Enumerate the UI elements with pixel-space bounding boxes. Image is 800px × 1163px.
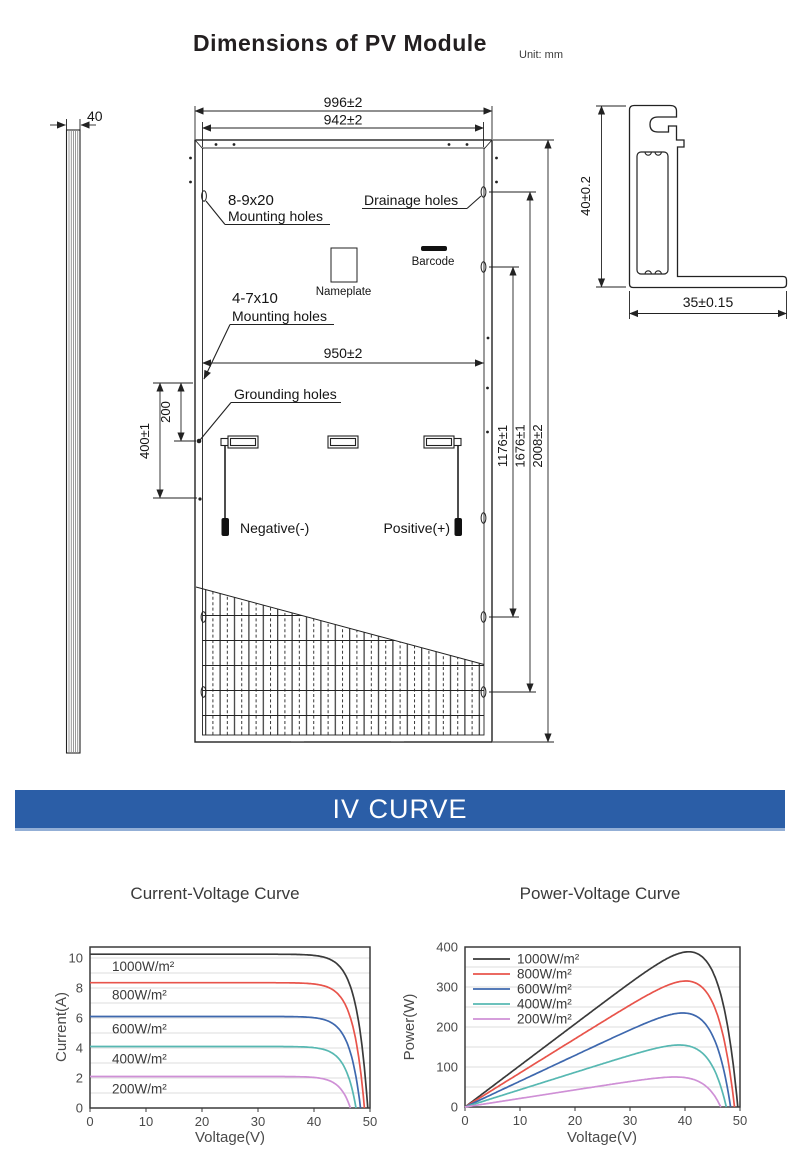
- pv-chart: [400, 935, 765, 1155]
- iv-ylabel: Current(A): [53, 991, 70, 1063]
- y-tick-label: 400: [436, 939, 458, 955]
- series-label: 600W/m²: [112, 1021, 167, 1037]
- dim-side-thickness: [50, 108, 103, 131]
- dim-frame-width: [630, 291, 787, 319]
- series-curve: [465, 1045, 726, 1107]
- unit-label: Unit: mm: [519, 49, 563, 61]
- y-tick-label: 0: [450, 1099, 458, 1115]
- series-label: 400W/m²: [112, 1051, 167, 1067]
- svg-text:Drainage holes: Drainage holes: [364, 192, 459, 208]
- dim-942: [203, 112, 484, 148]
- x-tick-label: 20: [567, 1113, 583, 1128]
- pv-chart-title: Power-Voltage Curve: [519, 884, 681, 903]
- series-label: 800W/m²: [112, 987, 167, 1003]
- y-tick-label: 100: [436, 1059, 458, 1075]
- svg-text:Nameplate: Nameplate: [315, 286, 372, 298]
- iv-plot-area: [69, 947, 378, 1129]
- y-tick-label: 8: [75, 980, 83, 996]
- svg-text:1176±1: 1176±1: [495, 424, 510, 468]
- legend-label: 600W/m²: [517, 981, 572, 997]
- series-curve: [465, 1077, 721, 1107]
- x-tick-label: 30: [622, 1113, 638, 1128]
- svg-text:400±1: 400±1: [137, 422, 152, 460]
- svg-text:1676±1: 1676±1: [512, 424, 528, 468]
- callout-grounding: [200, 386, 341, 440]
- cells-grid: [196, 586, 484, 741]
- callout-mounting-top: [206, 192, 330, 225]
- legend-label: 200W/m²: [517, 1011, 572, 1027]
- svg-text:Barcode: Barcode: [411, 256, 455, 268]
- y-tick-label: 10: [68, 950, 83, 966]
- series-label: 1000W/m²: [112, 959, 175, 975]
- y-tick-label: 4: [75, 1040, 83, 1056]
- svg-text:Mounting holes: Mounting holes: [232, 308, 327, 324]
- series-label: 200W/m²: [112, 1081, 167, 1097]
- svg-text:950±2: 950±2: [323, 345, 363, 361]
- y-tick-label: 2: [75, 1070, 83, 1086]
- series-curve: [465, 952, 738, 1107]
- grounding-hole-dots: [197, 439, 202, 501]
- negative-label: Negative(-): [240, 520, 310, 536]
- svg-text:40: 40: [87, 108, 103, 124]
- dim-950: [203, 345, 484, 363]
- pv-plot-area: [436, 940, 747, 1129]
- legend-label: 800W/m²: [517, 966, 572, 982]
- pv-xlabel: Voltage(V): [566, 1129, 638, 1146]
- y-tick-label: 0: [75, 1100, 83, 1116]
- legend-label: 400W/m²: [517, 996, 572, 1012]
- x-tick-label: 50: [732, 1113, 748, 1128]
- svg-text:996±2: 996±2: [323, 94, 363, 110]
- positive-label: Positive(+): [383, 520, 450, 536]
- pv-ylabel: Power(W): [401, 993, 418, 1061]
- x-tick-label: 0: [86, 1114, 94, 1129]
- callout-drainage: [362, 192, 481, 209]
- nameplate: [316, 248, 372, 298]
- svg-text:Grounding holes: Grounding holes: [234, 386, 337, 402]
- y-tick-label: 6: [75, 1010, 83, 1026]
- x-tick-label: 10: [512, 1113, 528, 1128]
- module-side-view: [50, 108, 103, 753]
- legend-label: 1000W/m²: [517, 951, 580, 967]
- callout-mounting-side: [204, 290, 334, 379]
- svg-text:35±0.15: 35±0.15: [682, 294, 734, 310]
- x-tick-label: 40: [306, 1114, 322, 1129]
- section-banner-label: IV CURVE: [332, 793, 468, 824]
- frame-cross-section: [578, 106, 787, 320]
- y-tick-label: 300: [436, 979, 458, 995]
- dim-right-heights: [489, 140, 554, 742]
- y-tick-label: 200: [436, 1019, 458, 1035]
- page-title: Dimensions of PV Module: [193, 30, 487, 56]
- x-tick-label: 10: [138, 1114, 154, 1129]
- x-tick-label: 40: [677, 1113, 693, 1128]
- x-tick-label: 50: [362, 1114, 378, 1129]
- svg-text:40±0.2: 40±0.2: [578, 176, 593, 216]
- x-tick-label: 0: [461, 1113, 469, 1128]
- iv-chart-title: Current-Voltage Curve: [130, 884, 300, 903]
- x-tick-label: 20: [194, 1114, 210, 1129]
- svg-text:2008±2: 2008±2: [530, 424, 545, 468]
- dim-frame-height: [578, 106, 626, 287]
- svg-text:4-7x10: 4-7x10: [232, 290, 278, 307]
- module-front-view: [189, 140, 498, 742]
- svg-text:Mounting holes: Mounting holes: [228, 208, 323, 224]
- x-tick-label: 30: [250, 1114, 266, 1129]
- iv-xlabel: Voltage(V): [194, 1129, 266, 1146]
- svg-text:8-9x20: 8-9x20: [228, 192, 274, 209]
- iv-chart: [40, 935, 390, 1155]
- section-banner: [15, 790, 785, 831]
- svg-text:942±2: 942±2: [323, 111, 363, 128]
- dim-400-200: [137, 383, 197, 498]
- svg-text:200: 200: [158, 401, 173, 423]
- barcode: [412, 246, 455, 268]
- dimensions-drawing: [0, 85, 800, 785]
- cables: [222, 446, 463, 536]
- junction-boxes: [221, 436, 461, 448]
